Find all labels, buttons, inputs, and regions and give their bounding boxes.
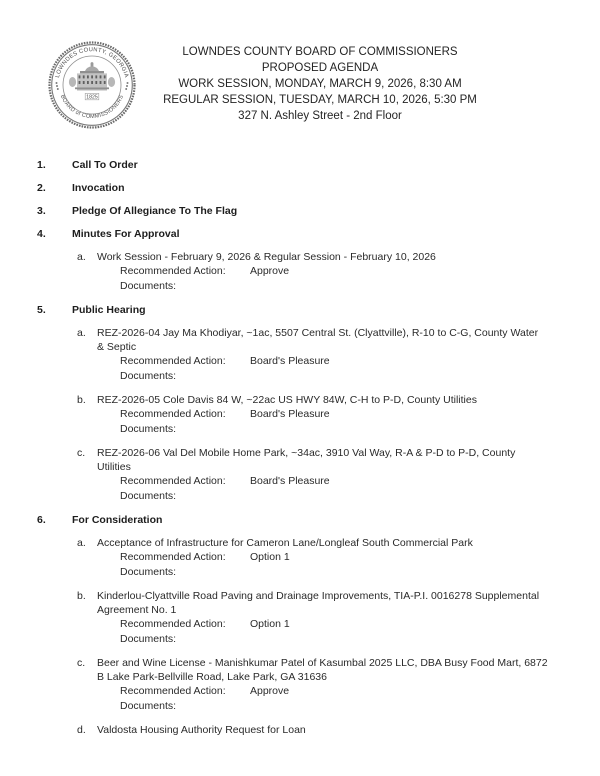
recommended-action-value: Option 1 (250, 618, 290, 630)
documents-row (0, 632, 600, 647)
subitem-text-line: REZ-2026-05 Cole Davis 84 W, ~22ac US HWY 84W, C-H to P-D, County Utilities (97, 394, 477, 406)
recommended-action-row (0, 264, 600, 279)
documents-label: Documents: (120, 566, 177, 578)
agenda-item-heading (0, 514, 600, 527)
item-title: Call To Order (72, 159, 138, 171)
documents-label: Documents: (120, 633, 177, 645)
recommended-action-label: Recommended Action: (120, 475, 226, 487)
recommended-action-row (0, 550, 600, 565)
recommended-action-label: Recommended Action: (120, 618, 226, 630)
agenda-item (0, 205, 600, 218)
county-seal-icon (47, 40, 137, 130)
subitem-text-line: Agreement No. 1 (97, 604, 177, 616)
seal-right-ornament-icon (125, 82, 128, 90)
recommended-action-value: Approve (250, 265, 290, 277)
subitem-letter: c. (77, 447, 86, 459)
header-regular-session: REGULAR SESSION, TUESDAY, MARCH 10, 2026, 5:30 PM (163, 94, 477, 106)
subitem-letter: b. (77, 590, 86, 602)
subitem-text-line: Beer and Wine License - Manishkumar Patel of Kasumbal 2025 LLC, DBA Busy Food Mart, 6872 (97, 657, 548, 669)
agenda-item-heading (0, 159, 600, 172)
seal-top-text: LOWNDES COUNTY, GEORGIA (54, 47, 130, 79)
subitem-row (0, 656, 600, 684)
subitem-text-line: Valdosta Housing Authority Request for Loan (97, 724, 306, 736)
recommended-action-row (0, 407, 600, 422)
seal-year: 1825 (86, 94, 98, 101)
recommended-action-label: Recommended Action: (120, 685, 226, 697)
subitem-text-line: Acceptance of Infrastructure for Cameron Lane/Longleaf South Commercial Park (97, 537, 473, 549)
agenda-item (0, 304, 600, 504)
item-title: Minutes For Approval (72, 228, 180, 240)
header-org-title: LOWNDES COUNTY BOARD OF COMMISSIONERS (182, 46, 458, 58)
documents-row (0, 422, 600, 437)
subitem-row (0, 326, 600, 354)
agenda-item-heading (0, 304, 600, 317)
subitem-row (0, 589, 600, 617)
documents-row (0, 489, 600, 504)
lowndes-county-seal (47, 40, 137, 130)
subitem-text (97, 250, 571, 264)
subitem-text-line: Kinderlou-Clyattville Road Paving and Drainage Improvements, TIA-P.I. 0016278 Supplemental (97, 590, 540, 602)
agenda-subitem (0, 326, 600, 384)
agenda-subitem (0, 393, 600, 437)
item-number: 5. (37, 304, 46, 316)
agenda-item (0, 228, 600, 294)
recommended-action-value: Board's Pleasure (250, 408, 330, 420)
agenda-item-heading (0, 228, 600, 241)
item-number: 1. (37, 159, 46, 171)
agenda-item-heading (0, 205, 600, 218)
item-number: 3. (37, 205, 46, 217)
agenda-item (0, 514, 600, 737)
recommended-action-label: Recommended Action: (120, 265, 226, 277)
subitem-text (97, 656, 571, 684)
item-title: Invocation (72, 182, 125, 194)
recommended-action-row (0, 617, 600, 632)
subitem-text (97, 326, 571, 354)
documents-label: Documents: (120, 490, 177, 502)
subitem-row (0, 723, 600, 737)
subitem-text-line: & Septic (97, 341, 137, 353)
subitem-row (0, 250, 600, 264)
item-title: Public Hearing (72, 304, 146, 316)
documents-label: Documents: (120, 423, 177, 435)
recommended-action-value: Option 1 (250, 551, 290, 563)
subitem-text-line: REZ-2026-06 Val Del Mobile Home Park, ~34ac, 3910 Val Way, R-A & P-D to P-D, County (97, 447, 516, 459)
seal-left-ornament-icon (56, 82, 59, 90)
documents-label: Documents: (120, 370, 177, 382)
recommended-action-row (0, 474, 600, 489)
agenda-item (0, 182, 600, 195)
item-title: For Consideration (72, 514, 163, 526)
item-number: 4. (37, 228, 46, 240)
subitem-row (0, 536, 600, 550)
agenda-subitem (0, 446, 600, 504)
agenda-item (0, 159, 600, 172)
agenda-subitem (0, 250, 600, 294)
subitem-letter: a. (77, 537, 86, 549)
subitem-letter: a. (77, 327, 86, 339)
agenda-subitem (0, 723, 600, 737)
subitem-text-line: REZ-2026-04 Jay Ma Khodiyar, ~1ac, 5507 Central St. (Clyattville), R-10 to C-G, County Water (97, 327, 539, 339)
subitem-text (97, 446, 571, 474)
documents-label: Documents: (120, 280, 177, 292)
agenda-list (0, 159, 600, 737)
subitem-letter: a. (77, 251, 86, 263)
recommended-action-label: Recommended Action: (120, 355, 226, 367)
header-doc-title: PROPOSED AGENDA (261, 62, 379, 74)
subitem-text-line: Utilities (97, 461, 131, 473)
recommended-action-value: Board's Pleasure (250, 355, 330, 367)
recommended-action-row (0, 684, 600, 699)
agenda-item-heading (0, 182, 600, 195)
courthouse-icon (69, 62, 115, 90)
item-title: Pledge Of Allegiance To The Flag (72, 205, 238, 217)
recommended-action-value: Approve (250, 685, 290, 697)
subitem-letter: c. (77, 657, 86, 669)
subitem-row (0, 393, 600, 407)
subitem-text (97, 723, 571, 737)
agenda-subitem (0, 656, 600, 714)
recommended-action-value: Board's Pleasure (250, 475, 330, 487)
documents-row (0, 279, 600, 294)
subitem-letter: b. (77, 394, 86, 406)
subitem-letter: d. (77, 724, 86, 736)
documents-row (0, 565, 600, 580)
item-number: 6. (37, 514, 46, 526)
subitem-text-line: Work Session - February 9, 2026 & Regular Session - February 10, 2026 (97, 251, 436, 263)
agenda-subitem (0, 589, 600, 647)
subitem-text-line: B Lake Park-Bellville Road, Lake Park, GA 31636 (97, 671, 327, 683)
documents-row (0, 369, 600, 384)
item-number: 2. (37, 182, 46, 194)
documents-label: Documents: (120, 700, 177, 712)
agenda-subitem (0, 536, 600, 580)
recommended-action-label: Recommended Action: (120, 408, 226, 420)
subitem-text (97, 536, 571, 550)
subitem-text (97, 589, 571, 617)
subitem-row (0, 446, 600, 474)
recommended-action-label: Recommended Action: (120, 551, 226, 563)
documents-row (0, 699, 600, 714)
header-address: 327 N. Ashley Street - 2nd Floor (238, 110, 402, 122)
subitem-text (97, 393, 571, 407)
seal-bottom-text: BOARD of COMMISSIONERS (58, 94, 126, 120)
recommended-action-row (0, 354, 600, 369)
header-work-session: WORK SESSION, MONDAY, MARCH 9, 2026, 8:30 AM (178, 78, 462, 90)
